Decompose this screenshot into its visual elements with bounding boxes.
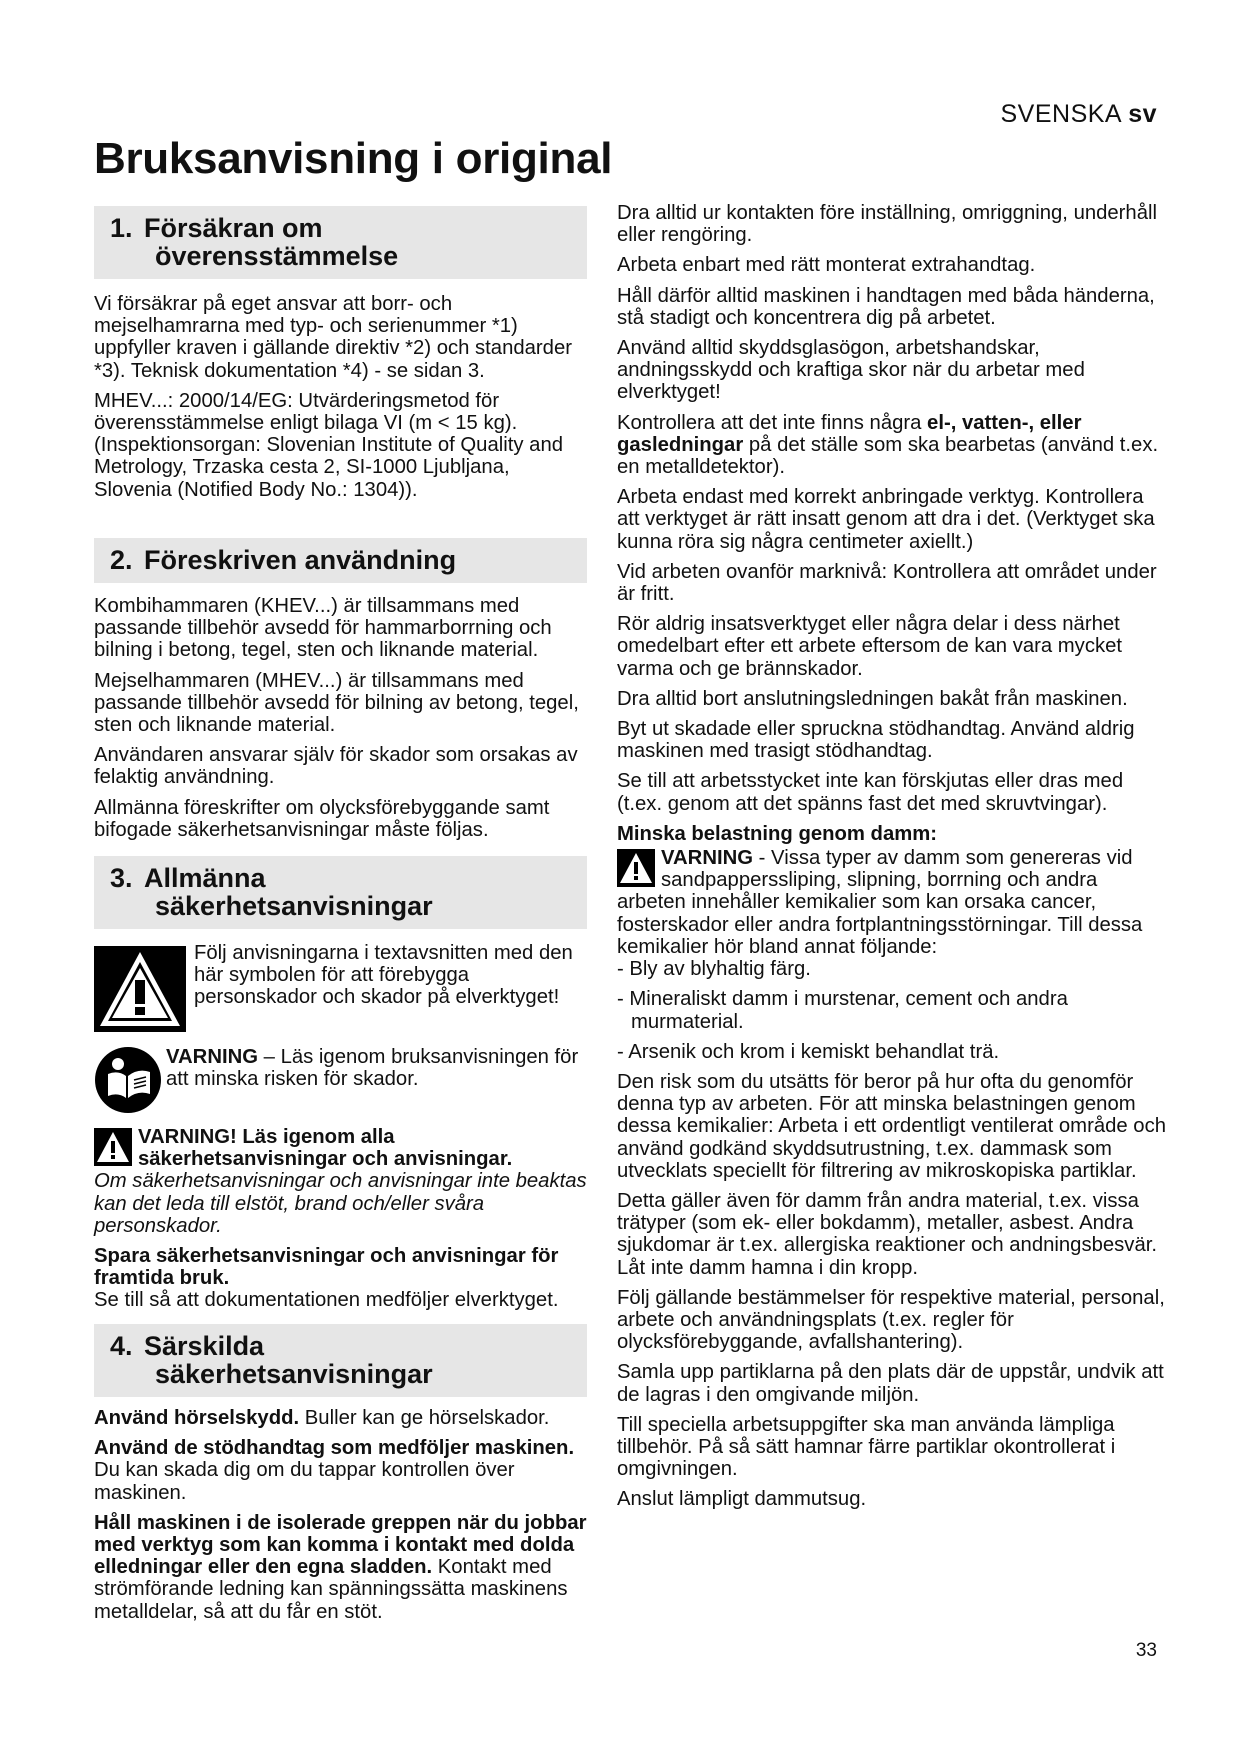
paragraph: Arbeta endast med korrekt anbringade verktyg. Kontrollera att verktyget är rätt insatt genom att dra i det. (Verktyget ska kunna röra sig några centimeter axiellt.) — [617, 486, 1155, 553]
paragraph: Använd alltid skyddsglasögon, arbetshandskar, andningsskydd och kraftiga skor när du arbetar med elverktyget! — [617, 337, 1085, 404]
read-manual-icon — [94, 1046, 162, 1114]
paragraph: Rör aldrig insatsverktyget eller några delar i dess närhet omedelbart efter ett arbete eftersom de kan vara mycket varma och ge brännskador. — [617, 613, 1123, 680]
paragraph: Håll maskinen i de isolerade greppen när du jobbar med verktyg som kan komma i kontakt med dolda elledningar eller den egna sladden. Kontakt med strömförande ledning kan spänningssätta maskinens metalldelar, så att du får en stöt. — [94, 1511, 587, 1623]
paragraph: Allmänna föreskrifter om olycksförebyggande samt bifogade säkerhetsanvisningar måste följas. — [94, 796, 550, 841]
section-4-body — [94, 1407, 590, 1631]
language-code: sv — [1128, 100, 1157, 128]
paragraph: Dra alltid bort anslutningsledningen bakåt från maskinen. — [617, 687, 1128, 710]
section-2-heading: 2. Föreskriven användning — [94, 538, 587, 583]
paragraph: MHEV...: 2000/14/EG: Utvärderingsmetod för överensstämmelse enligt bilaga VI (m < 15 kg). (Inspektionsorgan: Slovenian Institute of Quality and Metrology, Trzaska cesta 2, SI-1000 Ljubljana, Slovenia (Notified Body No.: 1304)). — [94, 389, 564, 501]
manual-warning: VARNING – Läs igenom bruksanvisningen för att minska risken för skador. — [166, 1046, 579, 1091]
section-1-body — [94, 293, 590, 509]
paragraph: Mejselhammaren (MHEV...) är tillsammans med passande tillbehör avsedd för bilning av betong, tegel, sten och liknande material. — [94, 669, 579, 737]
dust-warning: VARNING - Vissa typer av damm som genereras vid sandpapperssliping, slipning, borrning och andra arbeten innehåller kemikalier som kan orsaka cancer, fosterskador eller andra fortplantningsstörningar. Till dessa kemikalier hör bland annat följande: — [617, 847, 1143, 958]
dust-heading: Minska belastning genom damm: — [617, 822, 938, 845]
section-1-heading: 1. Försäkran om överensstämmelse — [94, 206, 587, 279]
paragraph: Anslut lämpligt dammutsug. — [617, 1488, 867, 1511]
paragraph: Den risk som du utsätts för beror på hur ofta du genomför denna typ av arbeten. För att minska belastningen genom dessa kemikalier: Arbeta i ett ordentligt ventilerat område och använd godkänd skyddsutrustning, t.ex. dammask som utvecklats speciellt för filtrering av mikroskopiska partiklar. — [617, 1070, 1166, 1182]
paragraph: Håll därför alltid maskinen i handtagen med båda händerna, stå stadigt och koncentrera dig på arbetet. — [617, 284, 1155, 329]
section-2-body — [94, 595, 590, 849]
list-item: - Mineraliskt damm i murstenar, cement och andra murmaterial. — [617, 988, 1068, 1033]
page-number: 33 — [1135, 1640, 1157, 1661]
large-warning-icon — [94, 946, 186, 1032]
paragraph: Dra alltid ur kontakten före inställning, omriggning, underhåll eller rengöring. — [617, 202, 1158, 247]
small-warning-icon — [94, 1128, 132, 1166]
save-note: Se till så att dokumentationen medföljer elverktyget. — [94, 1289, 559, 1312]
page-title: Bruksanvisning i original — [94, 134, 613, 183]
list-item: - Arsenik och krom i kemiskt behandlat trä. — [617, 1040, 1000, 1063]
paragraph: Kombihammaren (KHEV...) är tillsammans med passande tillbehör avsedd för hammarborrning och bilning i betong, tegel, sten och liknande material. — [94, 595, 552, 662]
paragraph: Till speciella arbetsuppgifter ska man använda lämpliga tillbehör. På så sätt hamnar färre partiklar okontrollerat i omgivningen. — [617, 1413, 1116, 1481]
section-3-heading: 3. Allmänna säkerhetsanvisningar — [94, 856, 587, 929]
language-label — [1001, 100, 1158, 129]
save-instructions: Spara säkerhetsanvisningar och anvisningar för framtida bruk. — [94, 1245, 559, 1290]
paragraph: Kontrollera att det inte finns några el-, vatten-, eller gasledningar på det ställe som ska bearbetas (använd t.ex. en metalldetektor). — [617, 411, 1159, 479]
paragraph: Byt ut skadade eller spruckna stödhandtag. Använd aldrig maskinen med trasigt stödhandtag. — [617, 718, 1135, 763]
warning-italic: Om säkerhetsanvisningar och anvisningar inte beaktas kan det leda till elstöt, brand och/eller svåra personskador. — [94, 1170, 587, 1237]
paragraph: Vid arbeten ovanför marknivå: Kontrollera att området under är fritt. — [617, 560, 1157, 606]
section-4-heading: 4. Särskilda säkerhetsanvisningar — [94, 1324, 587, 1397]
symbol-explanation: Följ anvisningarna i textavsnitten med den här symbolen för att förebygga personskador och skador på elverktyget! — [194, 942, 573, 1009]
paragraph: Samla upp partiklarna på den plats där de uppstår, undvik att de lagras i den omgivande miljön. — [617, 1361, 1164, 1406]
language-name: SVENSKA — [1000, 100, 1121, 128]
small-warning-icon — [617, 849, 655, 887]
paragraph: Arbeta enbart med rätt monterat extrahandtag. — [617, 254, 1036, 277]
paragraph: Vi försäkrar på eget ansvar att borr- och mejselhamrarna med typ- och serienummer *1) uppfyller kraven i gällande direktiv *2) och standarder *3). Teknisk dokumentation *4) - se sidan 3. — [94, 293, 572, 382]
paragraph: Se till att arbetsstycket inte kan förskjutas eller dras med (t.ex. genom att det spänns fast det med skruvtvingar). — [617, 770, 1124, 815]
right-column — [617, 202, 1167, 1519]
warning-heading: VARNING! Läs igenom alla säkerhetsanvisningar och anvisningar. — [138, 1126, 513, 1171]
paragraph: Detta gäller även för damm från andra material, t.ex. vissa trätyper (som ek- eller bokdamm), metaller, asbest. Andra sjukdomar är t.ex. allergiska reaktioner och andningsbesvär. Låt inte damm hamna i din kropp. — [617, 1189, 1157, 1279]
paragraph: Användaren ansvarar själv för skador som orsakas av felaktig användning. — [94, 744, 578, 789]
paragraph: Följ gällande bestämmelser för respektive material, personal, arbete och användningsplats (t.ex. regler för olycksförebyggande, avfallshantering). — [617, 1286, 1165, 1354]
paragraph: Använd de stödhandtag som medföljer maskinen. Du kan skada dig om du tappar kontrollen över maskinen. — [94, 1437, 575, 1504]
list-item: - Bly av blyhaltig färg. — [617, 958, 811, 981]
section-3-body — [94, 942, 590, 1320]
paragraph: Använd hörselskydd. Buller kan ge hörselskador. — [94, 1407, 550, 1429]
